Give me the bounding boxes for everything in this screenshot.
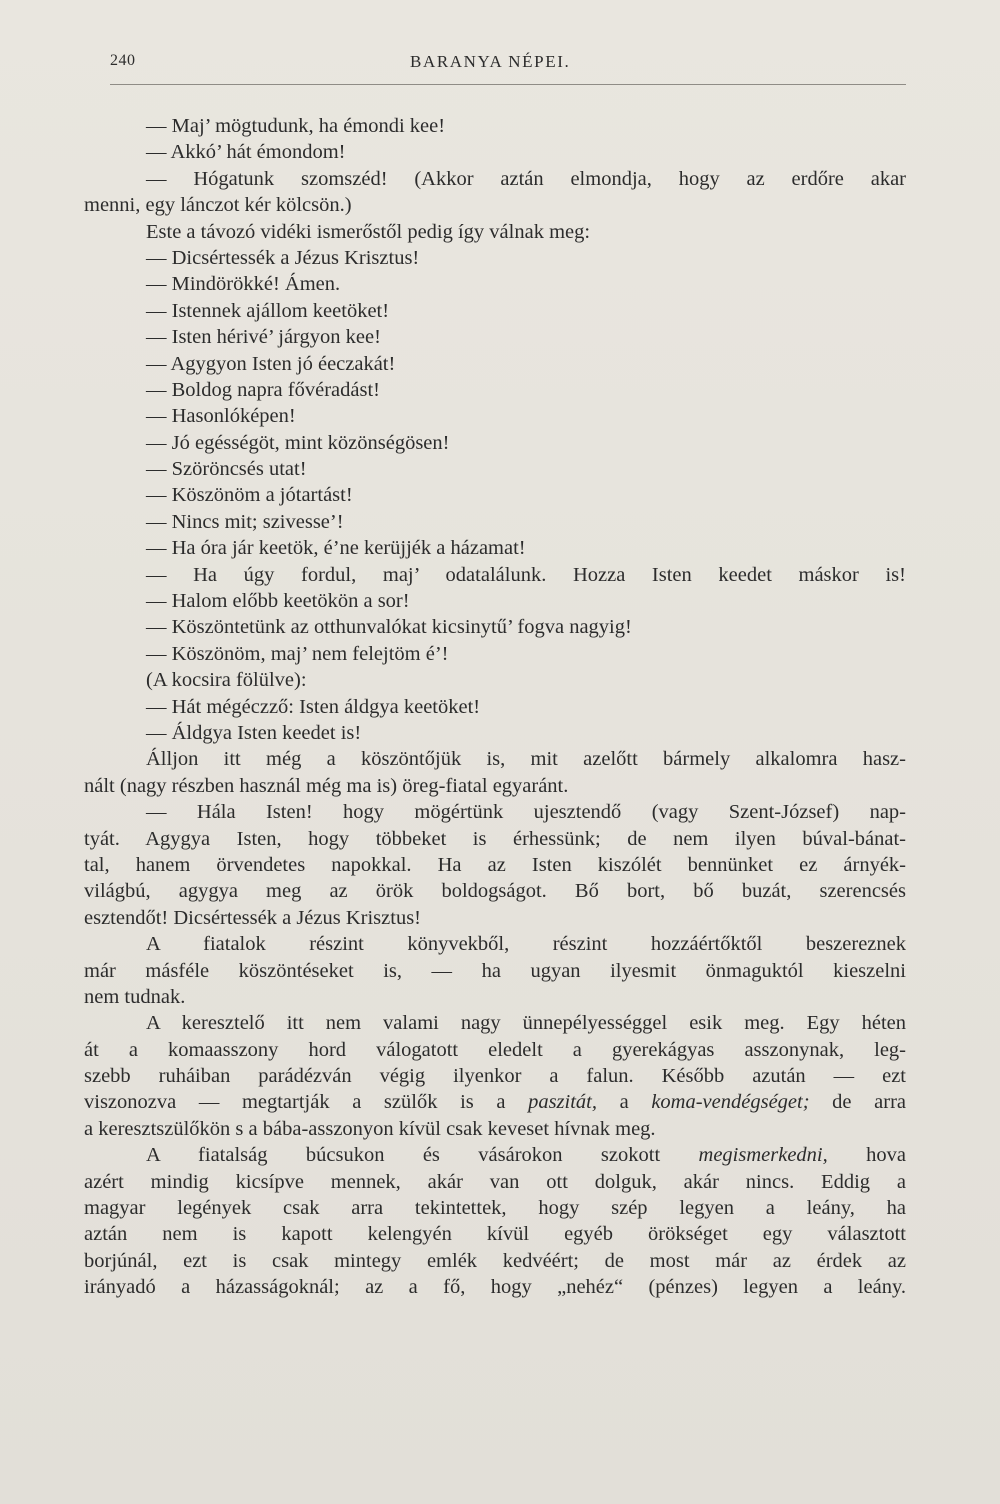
text-line: [84, 1089, 906, 1115]
text-line: — Maj’ mögtudunk, ha émondi kee!: [146, 115, 446, 137]
text-line: — Áldgya Isten keedet is!: [146, 721, 362, 744]
text-line: világbú, agygya meg az örök boldogságot. Bő bort, bő buzát, szerencsés: [84, 880, 906, 903]
text-line: — Hála Isten! hogy mögértünk ujesztendő (vagy Szent-József) nap-: [146, 801, 906, 824]
text-line: A fiatalok részint könyvekből, részint hozzáértőktől beszereznek: [146, 933, 906, 956]
text-line: — Isten hérivé’ járgyon kee!: [146, 326, 381, 349]
text-line: — Jó egésségöt, mint közönségösen!: [146, 431, 450, 454]
page-number: 240: [110, 52, 136, 69]
text-line: — Ha óra jár keetök, é’ne kerüjjék a házamat!: [146, 537, 526, 560]
text-line: — Köszönöm a jótartást!: [146, 484, 353, 507]
text-run: viszonozva — megtartják a szülők is a: [84, 1091, 529, 1114]
text-line: — Ha úgy fordul, maj’ odatalálunk. Hozza Isten keedet máskor is!: [146, 563, 906, 586]
text-line: már másféle köszöntéseket is, — ha ugyan ilyesmit önmaguktól kieszelni: [84, 959, 906, 982]
body-text: [84, 113, 906, 1301]
text-line: szebb ruháiban parádézván végig ilyenkor a falun. Később azután — ezt: [84, 1065, 906, 1088]
text-run: de arra: [809, 1091, 906, 1114]
text-line: — Hógatunk szomszéd! (Akkor aztán elmondja, hogy az erdőre akar: [146, 167, 906, 190]
text-line: — Boldog napra fővéradást!: [146, 378, 380, 401]
page-header: [110, 50, 906, 85]
text-line: — Halom előbb keetökön a sor!: [146, 590, 410, 613]
text-line: — Akkó’ hát émondom!: [146, 141, 346, 164]
text-line: — Mindörökké! Ámen.: [146, 273, 341, 296]
text-line: — Köszönöm, maj’ nem felejtöm é’!: [146, 642, 449, 665]
text-line: — Hát mégéczző: Isten áldgya keetöket!: [146, 695, 481, 718]
text-line: nált (nagy részben használ még ma is) öreg-fiatal egyaránt.: [84, 774, 569, 797]
text-line: aztán nem is kapott kelengyén kívül egyéb örökséget egy választott: [84, 1223, 906, 1246]
text-line: azért mindig kicsípve mennek, akár van ott dolguk, akár nincs. Eddig a: [84, 1170, 906, 1193]
text-line: esztendőt! Dicsértessék a Jézus Krisztus!: [84, 906, 421, 929]
text-line: borjúnál, ezt is csak mintegy emlék kedvéért; de most már az érdek az: [84, 1249, 906, 1272]
text-line: — Nincs mit; szivesse’!: [146, 510, 344, 533]
text-line: magyar legények csak arra tekintettek, hogy szép legyen a leány, ha: [84, 1197, 906, 1220]
text-line: A keresztelő itt nem valami nagy ünnepélyességgel esik meg. Egy héten: [146, 1012, 906, 1035]
text-line: Álljon itt még a köszöntőjük is, mit azelőtt bármely alkalomra hasz-: [146, 748, 906, 771]
text-line: (A kocsira fölülve):: [146, 669, 307, 692]
text-line: — Istennek ajállom keetöket!: [146, 299, 390, 322]
text-line: — Hasonlóképen!: [146, 405, 296, 428]
text-run: a: [597, 1091, 652, 1114]
text-run: hova: [827, 1144, 906, 1167]
text-line: — Szöröncsés utat!: [146, 458, 307, 481]
text-line: [84, 1142, 906, 1168]
text-line: tal, hanem örvendetes napokkal. Ha az Isten kiszólét bennünket ez árnyék-: [84, 853, 906, 876]
text-run: A fiatalság búcsukon és vásárokon szokott: [146, 1144, 699, 1167]
italic-term: koma-vendégséget;: [651, 1091, 810, 1114]
running-head: BARANYA NÉPEI.: [410, 52, 571, 71]
text-line: Este a távozó vidéki ismerőstől pedig így válnak meg:: [146, 220, 591, 243]
italic-term: megismerkedni,: [698, 1144, 828, 1167]
italic-term: paszitát,: [528, 1091, 597, 1114]
text-line: — Dicsértessék a Jézus Krisztus!: [146, 246, 420, 269]
text-line: — Agygyon Isten jó éeczakát!: [146, 352, 396, 375]
text-line: tyát. Agygya Isten, hogy többeket is érhessünk; de nem ilyen búval-bánat-: [84, 827, 906, 850]
text-line: — Köszöntetünk az otthunvalókat kicsinytű’ fogva nagyig!: [146, 616, 632, 639]
text-line: át a komaasszony hord válogatott eledelt a gyerekágyas asszonynak, leg-: [84, 1038, 906, 1061]
text-line: menni, egy lánczot kér kölcsön.): [84, 194, 352, 217]
text-line: a keresztszülőkön s a bába-asszonyon kívül csak keveset hívnak meg.: [84, 1117, 656, 1140]
text-line: irányadó a házasságoknál; az a fő, hogy „nehéz“ (pénzes) legyen a leány.: [84, 1276, 906, 1299]
text-line: nem tudnak.: [84, 985, 186, 1008]
